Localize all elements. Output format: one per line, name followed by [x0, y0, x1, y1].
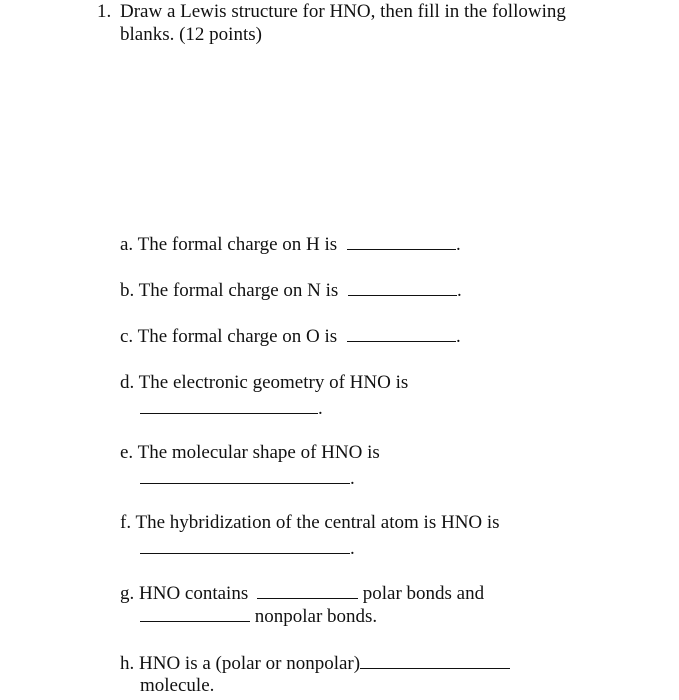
item-b-period: .	[457, 280, 462, 301]
item-g-nonpolar-blank[interactable]	[140, 604, 250, 622]
item-e-period: .	[350, 468, 355, 489]
item-c	[120, 324, 461, 348]
item-f-period: .	[350, 538, 355, 559]
item-d-period: .	[318, 398, 323, 419]
item-b-text: b. The formal charge on N is	[120, 280, 339, 301]
lewis-structure-drawing-area[interactable]	[120, 55, 600, 220]
item-g-line1	[120, 581, 484, 605]
item-c-period: .	[455, 326, 461, 347]
item-a-period: .	[455, 234, 461, 255]
item-e-blank[interactable]	[140, 466, 350, 484]
question-prompt-line2: blanks. (12 points)	[120, 24, 262, 45]
item-b-blank[interactable]	[348, 278, 457, 296]
item-h-blank[interactable]	[360, 651, 510, 669]
item-f-blank[interactable]	[140, 536, 350, 554]
item-e-answer	[140, 466, 355, 490]
item-g-polar-blank[interactable]	[257, 581, 358, 599]
item-g-mid: polar bonds and	[362, 583, 485, 604]
item-e-text: e. The molecular shape of HNO is	[120, 442, 380, 463]
item-c-text: c. The formal charge on O is	[120, 326, 338, 347]
item-f-answer	[140, 536, 355, 560]
item-g-post: nonpolar bonds.	[254, 606, 378, 627]
item-a	[120, 232, 461, 256]
question-prompt-line1: Draw a Lewis structure for HNO, then fill in the following	[120, 1, 566, 22]
question-number: 1.	[97, 1, 112, 22]
item-d-blank[interactable]	[140, 396, 318, 414]
item-d-text: d. The electronic geometry of HNO is	[120, 372, 409, 393]
item-c-blank[interactable]	[347, 324, 456, 342]
item-d-answer	[140, 396, 323, 420]
item-f-text: f. The hybridization of the central atom is HNO is	[120, 512, 500, 533]
item-h-line1	[120, 651, 510, 675]
item-h-text: h. HNO is a (polar or nonpolar)	[120, 653, 361, 674]
item-g-line2	[140, 604, 377, 628]
item-h-line2: molecule.	[140, 675, 215, 696]
item-g-pre: g. HNO contains	[120, 583, 249, 604]
item-b	[120, 278, 462, 302]
item-a-text: a. The formal charge on H is	[120, 234, 338, 255]
item-a-blank[interactable]	[347, 232, 456, 250]
